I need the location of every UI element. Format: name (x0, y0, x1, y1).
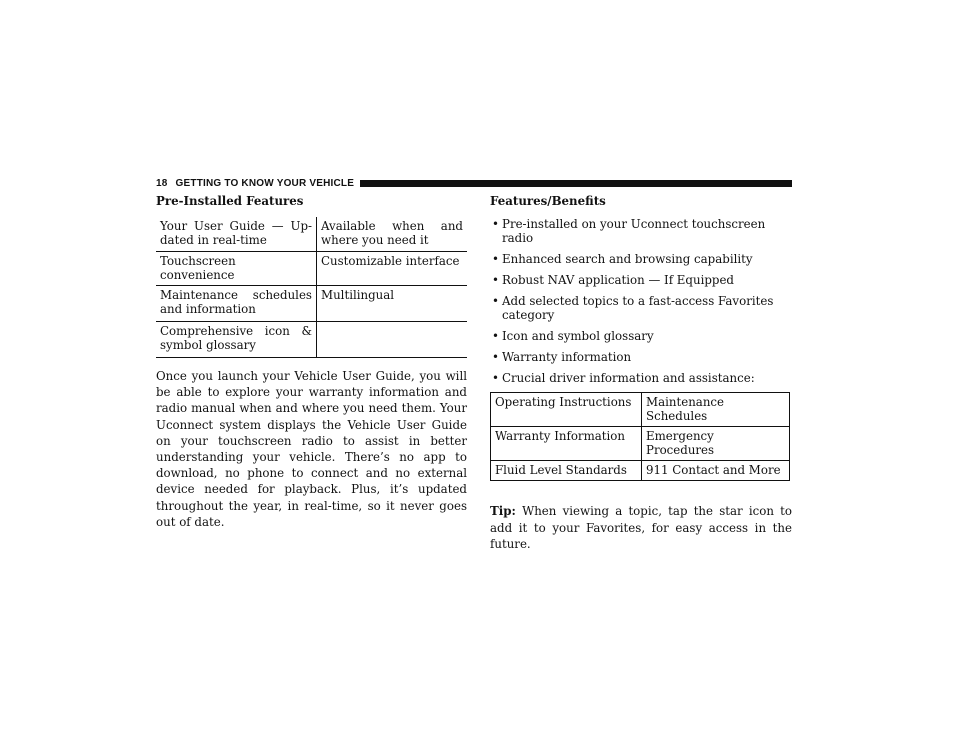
table-cell: Warranty Information (491, 427, 642, 461)
table-cell: 911 Contact and More (642, 461, 790, 481)
page-number: 18 (156, 177, 168, 189)
list-item (490, 252, 792, 266)
table-cell: Customizable interface (317, 252, 468, 286)
benefits-list (490, 217, 792, 385)
list-item (490, 217, 792, 245)
right-column (490, 194, 792, 553)
bullet-icon: • (492, 217, 499, 231)
bullet-icon: • (492, 273, 499, 287)
list-item (490, 273, 792, 287)
list-item (490, 371, 792, 385)
features-benefits-heading: Features/Benefits (490, 194, 606, 208)
table-cell: Multilingual (317, 286, 468, 322)
page-header (156, 176, 792, 190)
list-item-text: Warranty information (502, 350, 632, 364)
list-item (490, 329, 792, 343)
features-table (156, 217, 467, 358)
bullet-icon: • (492, 252, 499, 266)
table-cell: Maintenance schedules and information (156, 286, 317, 322)
table-cell: Your User Guide — Up-dated in real-time (156, 217, 317, 252)
table-row (491, 427, 790, 461)
table-cell: Fluid Level Standards (491, 461, 642, 481)
bullet-icon: • (492, 329, 499, 343)
tip-paragraph (490, 503, 792, 553)
bullet-icon: • (492, 350, 499, 364)
section-title: GETTING TO KNOW YOUR VEHICLE (175, 177, 355, 189)
left-column (156, 194, 467, 530)
list-item-text: Robust NAV application — If Equipped (502, 273, 734, 287)
table-cell (317, 322, 468, 358)
table-row (156, 286, 467, 322)
table-row (491, 393, 790, 427)
table-cell: Available when and where you need it (317, 217, 468, 252)
header-rule (360, 180, 792, 187)
table-row (491, 461, 790, 481)
table-row (156, 252, 467, 286)
table-cell: Comprehensive icon & symbol glossary (156, 322, 317, 358)
list-item-text: Crucial driver information and assistance: (502, 371, 755, 385)
table-cell: Emergency Procedures (642, 427, 790, 461)
table-cell: Operating Instructions (491, 393, 642, 427)
assistance-table (490, 392, 790, 481)
table-cell: Maintenance Schedules (642, 393, 790, 427)
table-row (156, 322, 467, 358)
list-item-text: Add selected topics to a fast-access Favorites category (502, 294, 774, 322)
intro-paragraph: Once you launch your Vehicle User Guide, you will be able to explore your warranty information and radio manual when and where you need them. Your Uconnect system displays the Vehicle User Guide on your touchscreen radio to assist in better understanding your vehicle. There’s no app to download, no phone to connect and no external device needed for playback. Plus, it’s updated throughout the year, in real-time, so it never goes out of date. (156, 369, 467, 529)
tip-label: Tip: (490, 504, 516, 518)
tip-text: When viewing a topic, tap the star icon to add it to your Favorites, for easy access in the future. (490, 504, 792, 551)
bullet-icon: • (492, 294, 499, 308)
table-cell: Touchscreen convenience (156, 252, 317, 286)
list-item-text: Icon and symbol glossary (502, 329, 654, 343)
list-item-text: Enhanced search and browsing capability (502, 252, 753, 266)
table-row (156, 217, 467, 252)
pre-installed-features-heading: Pre-Installed Features (156, 194, 304, 208)
list-item-text: Pre-installed on your Uconnect touchscreen radio (502, 217, 766, 245)
list-item (490, 294, 792, 322)
list-item (490, 350, 792, 364)
bullet-icon: • (492, 371, 499, 385)
